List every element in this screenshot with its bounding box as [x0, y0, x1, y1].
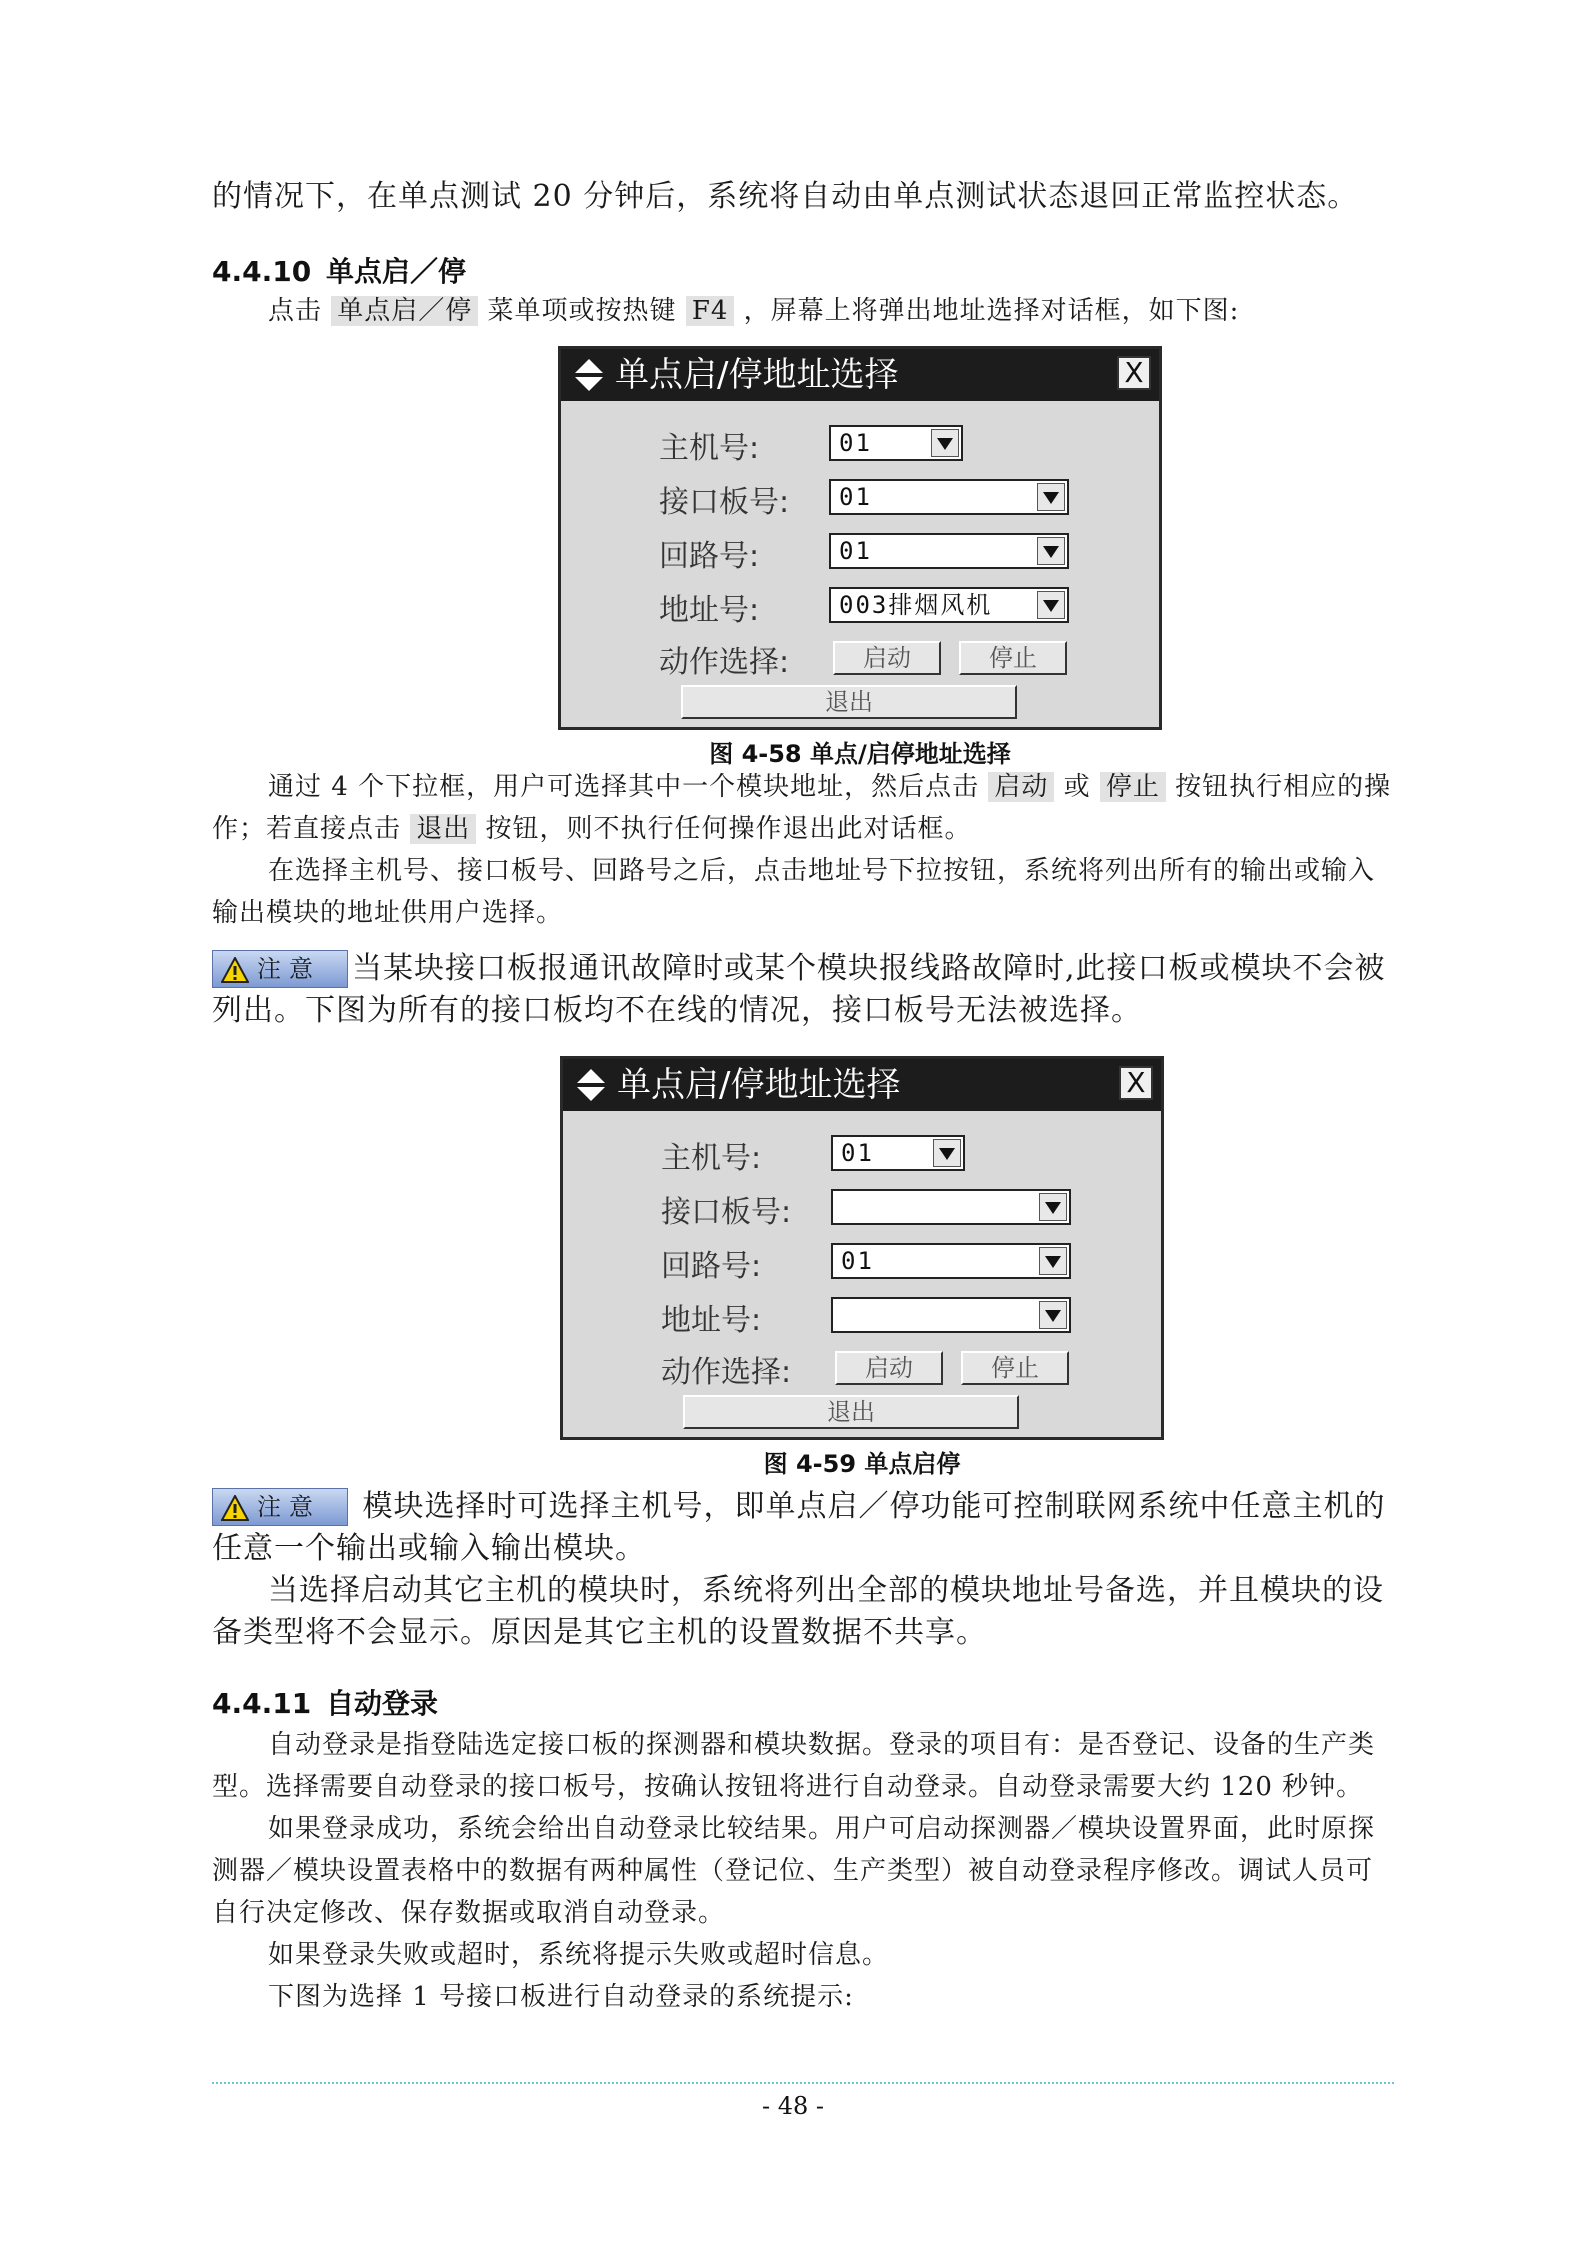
address-select-dialog-2 — [560, 1056, 1164, 1440]
section-number: 4.4.11 — [212, 1687, 312, 1720]
text-fragment: 菜单项或按热键 — [478, 296, 686, 326]
warning-icon — [221, 957, 249, 983]
note-2 — [212, 1486, 1392, 1570]
dialog-title-bar[interactable] — [561, 349, 1159, 401]
action-label: 动作选择: — [659, 645, 790, 680]
text-fragment: 点击 — [268, 296, 332, 326]
chevron-down-icon[interactable] — [1039, 1301, 1067, 1329]
host-select[interactable] — [829, 425, 963, 461]
chevron-down-icon[interactable] — [931, 429, 959, 457]
page-number: - 48 - — [761, 2092, 824, 2120]
address-label: 地址号: — [659, 593, 760, 628]
host-value: 01 — [841, 1139, 874, 1167]
text-fragment: 通过 4 个下拉框，用户可选择其中一个模块地址，然后点击 — [268, 772, 989, 802]
menu-item-ref: 单点启／停 — [331, 296, 478, 326]
loop-select[interactable] — [829, 533, 1069, 569]
text-fragment: 操作；若直接点击 — [212, 772, 1392, 844]
loop-label: 回路号: — [659, 539, 760, 574]
section-title: 单点启／停 — [326, 255, 467, 288]
move-arrows-icon — [571, 357, 607, 393]
exit-ref: 退出 — [410, 814, 476, 844]
board-label: 接口板号: — [659, 485, 790, 520]
section-number: 4.4.10 — [212, 255, 312, 288]
figure-caption-4-58: 图 4-58 单点/启停地址选择 — [709, 740, 1011, 768]
host-value: 01 — [839, 429, 872, 457]
address-select-dialog-1 — [558, 346, 1162, 730]
dialog-title: 单点启/停地址选择 — [617, 1065, 901, 1105]
auto-login-p1: 自动登录是指登陆选定接口板的探测器和模块数据。登录的项目有：是否登记、设备的生产类型。选择需要自动登录的接口板号，按确认按钮将进行自动登录。自动登录需要大约 120 秒钟。 — [212, 1730, 1376, 1802]
auto-login-p3: 如果登录失败或超时，系统将提示失败或超时信息。 — [268, 1940, 890, 1970]
note-1 — [212, 948, 1392, 1032]
start-ref: 启动 — [988, 772, 1054, 802]
start-button[interactable]: 启动 — [835, 1351, 943, 1385]
hotkey-ref: F4 — [686, 296, 735, 326]
board-select[interactable] — [831, 1189, 1071, 1225]
chevron-down-icon[interactable] — [1039, 1193, 1067, 1221]
warning-icon — [221, 1495, 249, 1521]
text-fragment: ，屏幕上将弹出地址选择对话框，如下图: — [734, 296, 1240, 326]
text-fragment: 或 — [1054, 772, 1100, 802]
stop-button[interactable]: 停止 — [961, 1351, 1069, 1385]
host-select[interactable] — [831, 1135, 965, 1171]
loop-value: 01 — [839, 537, 872, 565]
move-arrows-icon — [573, 1067, 609, 1103]
loop-value: 01 — [841, 1247, 874, 1275]
dialog-usage-paragraph — [212, 766, 1392, 850]
chevron-down-icon[interactable] — [1037, 537, 1065, 565]
note-badge-text: 注意 — [257, 1493, 321, 1521]
figure-caption-4-59: 图 4-59 单点启停 — [763, 1450, 961, 1478]
host-label: 主机号: — [661, 1141, 762, 1176]
address-label: 地址号: — [661, 1303, 762, 1338]
address-select[interactable] — [831, 1297, 1071, 1333]
stop-ref: 停止 — [1100, 772, 1166, 802]
board-select[interactable] — [829, 479, 1069, 515]
exit-button[interactable]: 退出 — [681, 685, 1017, 719]
auto-login-p4: 下图为选择 1 号接口板进行自动登录的系统提示: — [268, 1982, 854, 2012]
note-badge — [212, 1488, 348, 1526]
chevron-down-icon[interactable] — [933, 1139, 961, 1167]
chevron-down-icon[interactable] — [1037, 591, 1065, 619]
close-button[interactable]: X — [1117, 356, 1151, 390]
dialog-title: 单点启/停地址选择 — [615, 355, 899, 395]
loop-select[interactable] — [831, 1243, 1071, 1279]
note-text: 模块选择时可选择主机号，即单点启／停功能可控制联网系统中任意主机的任意一个输出或输入输出模块。 — [212, 1489, 1386, 1566]
intro-paragraph: 的情况下，在单点测试 20 分钟后，系统将自动由单点测试状态退回正常监控状态。 — [212, 179, 1359, 214]
other-host-paragraph: 当选择启动其它主机的模块时，系统将列出全部的模块地址号备选，并且模块的设备类型将不会显示。原因是其它主机的设置数据不共享。 — [212, 1573, 1384, 1650]
section-4410-intro — [212, 290, 1392, 332]
address-value: 003排烟风机 — [839, 591, 993, 619]
stop-button[interactable]: 停止 — [959, 641, 1067, 675]
note-badge — [212, 950, 348, 988]
section-heading-4410 — [212, 250, 466, 290]
chevron-down-icon[interactable] — [1037, 483, 1065, 511]
exit-button[interactable]: 退出 — [683, 1395, 1019, 1429]
note-text: 当某块接口板报通讯故障时或某个模块报线路故障时,此接口板或模块不会被列出。下图为所有的接口板均不在线的情况，接口板号无法被选择。 — [212, 951, 1386, 1028]
loop-label: 回路号: — [661, 1249, 762, 1284]
action-label: 动作选择: — [661, 1355, 792, 1390]
text-fragment: 按钮，则不执行任何操作退出此对话框。 — [476, 814, 972, 844]
dialog-title-bar[interactable] — [563, 1059, 1161, 1111]
footer-divider — [212, 2082, 1394, 2084]
board-label: 接口板号: — [661, 1195, 792, 1230]
section-heading-4411 — [212, 1682, 438, 1722]
section-title: 自动登录 — [326, 1687, 439, 1720]
board-value: 01 — [839, 483, 872, 511]
text-fragment: 按钮执行相应的 — [1165, 772, 1365, 802]
close-button[interactable]: X — [1119, 1066, 1153, 1100]
note-badge-text: 注意 — [257, 955, 321, 983]
start-button[interactable]: 启动 — [833, 641, 941, 675]
address-select[interactable] — [829, 587, 1069, 623]
chevron-down-icon[interactable] — [1039, 1247, 1067, 1275]
address-list-paragraph: 在选择主机号、接口板号、回路号之后，点击地址号下拉按钮，系统将列出所有的输出或输入输出模块的地址供用户选择。 — [212, 856, 1376, 928]
auto-login-p2: 如果登录成功，系统会给出自动登录比较结果。用户可启动探测器／模块设置界面，此时原探测器／模块设置表格中的数据有两种属性（登记位、生产类型）被自动登录程序修改。调试人员可自行决定修改、保存数据或取消自动登录。 — [212, 1814, 1376, 1928]
host-label: 主机号: — [659, 431, 760, 466]
